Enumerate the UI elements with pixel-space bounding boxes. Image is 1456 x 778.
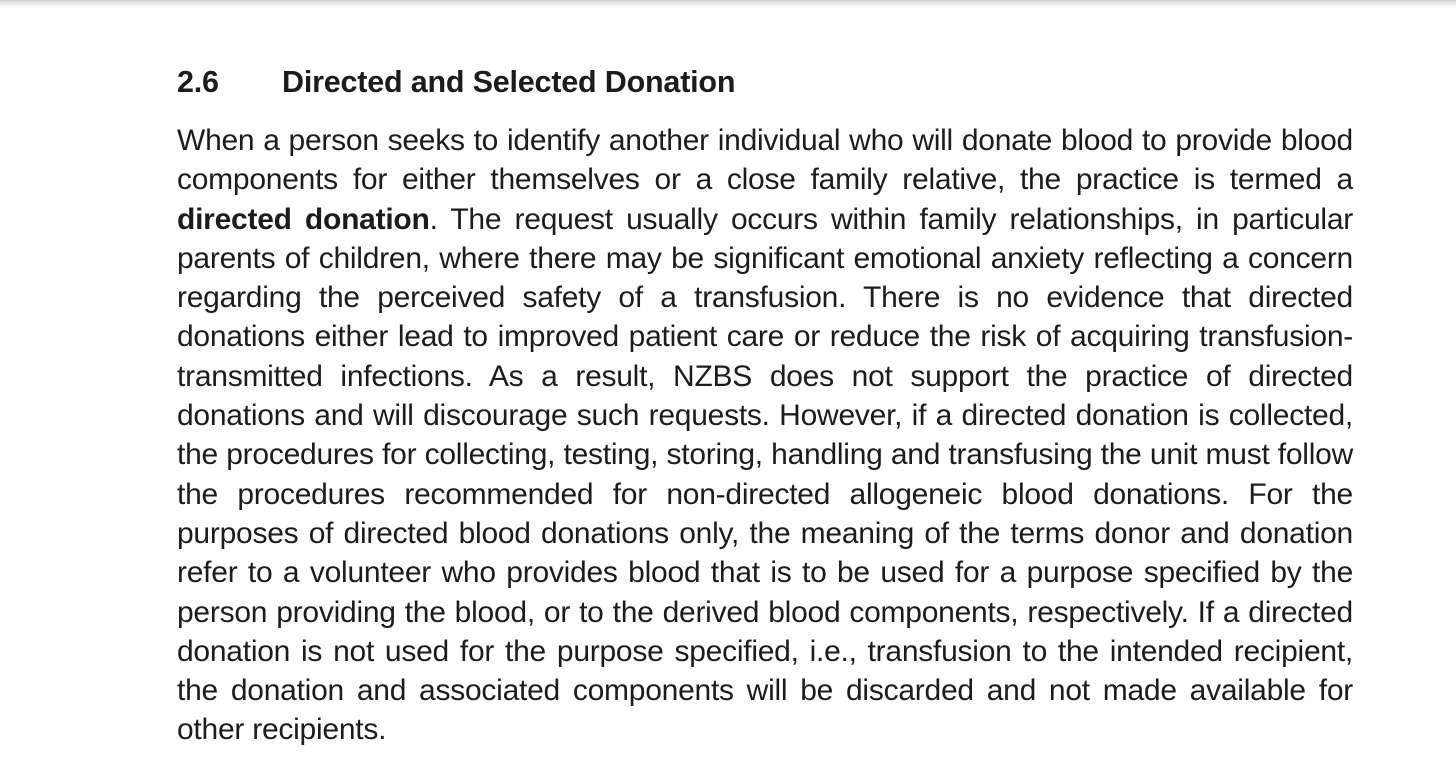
paragraph-text-intro: When a person seeks to identify another individual who will donate blood to provide blood components for either themselves or a close family relative, the practice is termed a <box>177 124 1353 197</box>
section-title: Directed and Selected Donation <box>282 65 736 99</box>
section-heading <box>177 60 1353 104</box>
section-content <box>177 60 1353 750</box>
bold-term: directed donation <box>177 202 430 236</box>
section-number: 2.6 <box>177 65 219 99</box>
page-top-edge <box>0 0 1456 8</box>
paragraph-text-rest: . The request usually occurs within family relationships, in particular parents of children, where there may be significant emotional anxiety reflecting a concern regarding the perceived safety of a transfusion. There is no evidence that directed donations either lead to improved patient care or reduce the risk of acquiring transfusion-transmitted infections. As a result, NZBS does not support the practice of directed donations and will discourage such requests. However, if a directed donation is collected, the procedures for collecting, testing, storing, handling and transfusing the unit must follow the procedures recommended for non-directed allogeneic blood donations. For the purposes of directed blood donations only, the meaning of the terms donor and donation refer to a volunteer who provides blood that is to be used for a purpose specified by the person providing the blood, or to the derived blood components, respectively. If a directed donation is not used for the purpose specified, i.e., transfusion to the intended recipient, the donation and associated components will be discarded and not made available for other recipients. <box>177 202 1353 747</box>
body-paragraph <box>177 121 1353 750</box>
